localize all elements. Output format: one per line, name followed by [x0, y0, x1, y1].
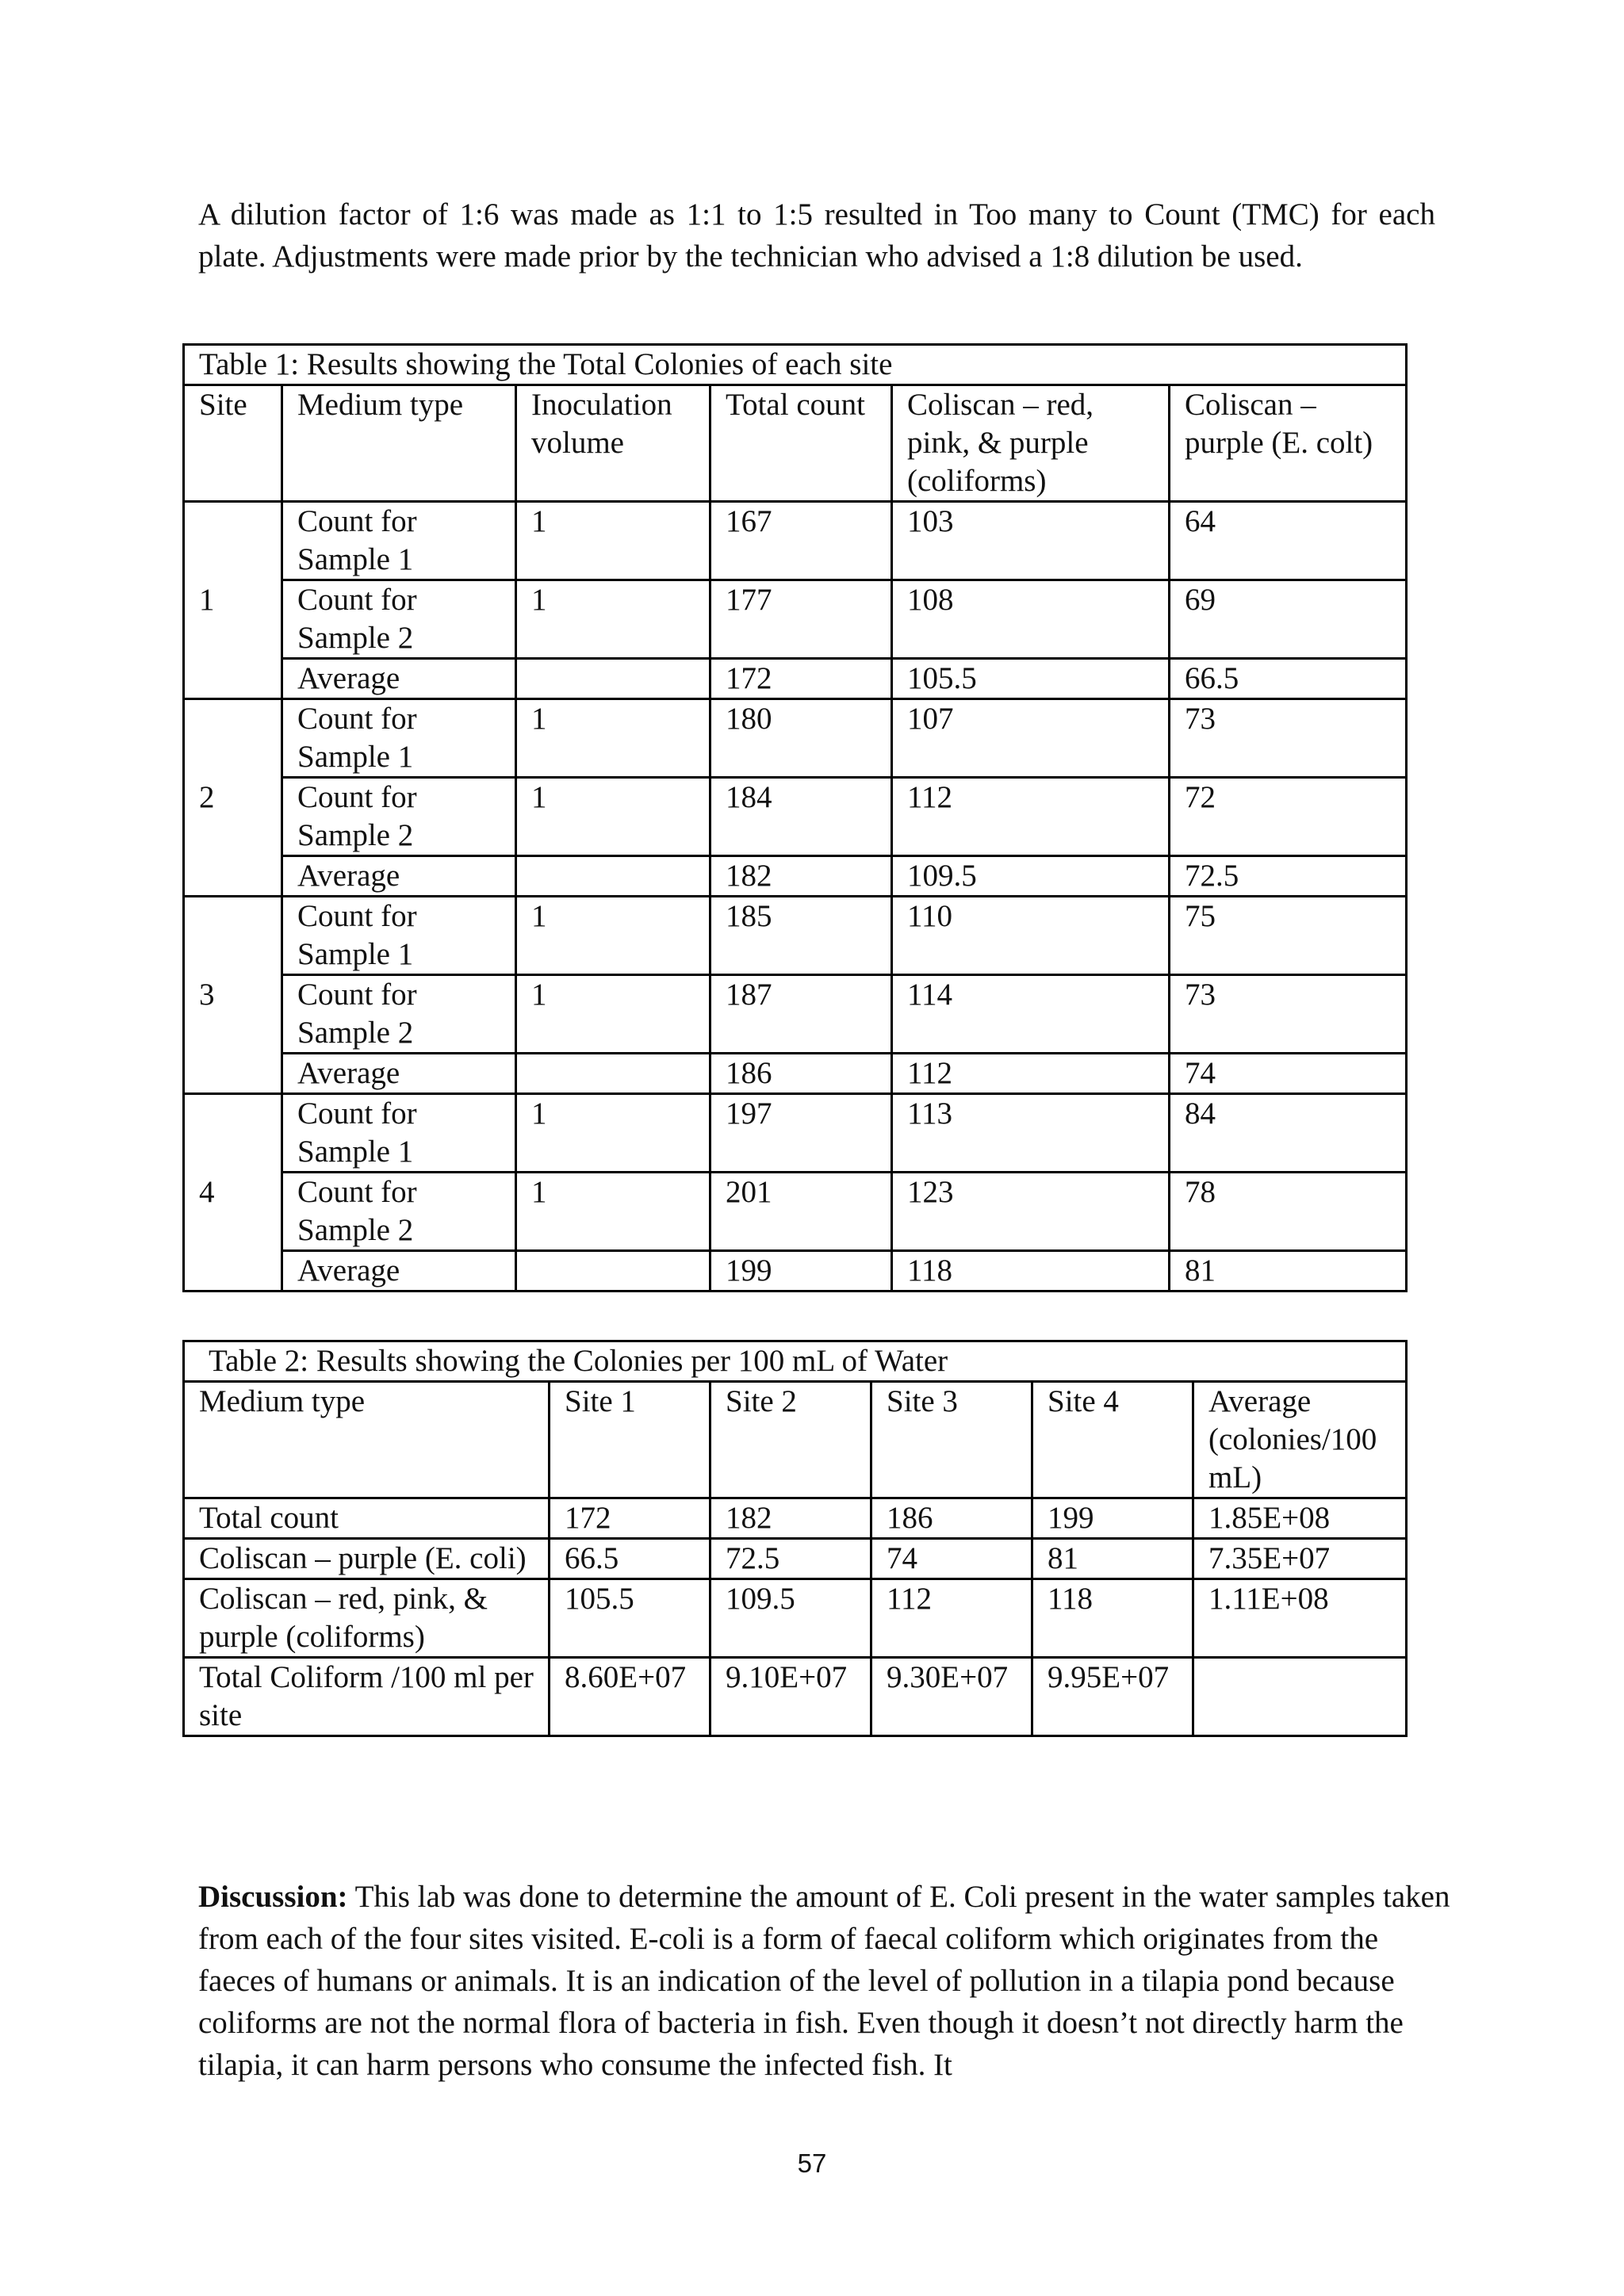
cell-volume: 1: [516, 580, 710, 659]
table1-header-cell: Coliscan – red, pink, & purple (coliforms): [892, 385, 1170, 502]
site-cell: 1: [184, 502, 282, 699]
cell-medium: Count for Sample 2: [282, 975, 516, 1054]
cell-total: 180: [710, 699, 892, 778]
cell-total: 167: [710, 502, 892, 580]
cell-volume: 1: [516, 975, 710, 1054]
cell-ecoli: 73: [1170, 699, 1407, 778]
cell-volume: 1: [516, 699, 710, 778]
cell-medium: Average: [282, 659, 516, 699]
cell-total: 199: [710, 1251, 892, 1292]
value-cell: 1.11E+08: [1193, 1579, 1407, 1658]
cell-volume: 1: [516, 502, 710, 580]
table-row: [184, 502, 1407, 580]
cell-ecoli: 78: [1170, 1173, 1407, 1251]
cell-coliforms: 107: [892, 699, 1170, 778]
cell-ecoli: 72.5: [1170, 856, 1407, 897]
cell-ecoli: 74: [1170, 1054, 1407, 1094]
discussion-label: Discussion:: [198, 1880, 348, 1914]
table-row: [184, 856, 1407, 897]
table2-caption: Table 2: Results showing the Colonies per 100 mL of Water: [184, 1341, 1407, 1382]
table-row: [184, 897, 1407, 975]
value-cell: 72.5: [710, 1539, 871, 1579]
site-cell: 2: [184, 699, 282, 897]
cell-coliforms: 103: [892, 502, 1170, 580]
cell-medium: Average: [282, 1251, 516, 1292]
cell-ecoli: 81: [1170, 1251, 1407, 1292]
value-cell: 118: [1032, 1579, 1193, 1658]
cell-volume: 1: [516, 778, 710, 856]
table1-header-cell: Medium type: [282, 385, 516, 502]
value-cell: 112: [871, 1579, 1032, 1658]
table1-header-cell: Inoculation volume: [516, 385, 710, 502]
cell-ecoli: 84: [1170, 1094, 1407, 1173]
value-cell: [1193, 1658, 1407, 1736]
table-row: [184, 659, 1407, 699]
cell-total: 197: [710, 1094, 892, 1173]
site-cell: 3: [184, 897, 282, 1094]
table2-header-row: [184, 1382, 1407, 1498]
page-number: 57: [797, 2149, 827, 2178]
cell-coliforms: 118: [892, 1251, 1170, 1292]
table-row: [184, 580, 1407, 659]
value-cell: 66.5: [550, 1539, 710, 1579]
value-cell: 9.10E+07: [710, 1658, 871, 1736]
medium-type-cell: Coliscan – red, pink, & purple (coliforms): [184, 1579, 550, 1658]
value-cell: 81: [1032, 1539, 1193, 1579]
cell-medium: Count for Sample 2: [282, 1173, 516, 1251]
cell-total: 182: [710, 856, 892, 897]
cell-volume: 1: [516, 1094, 710, 1173]
cell-total: 187: [710, 975, 892, 1054]
cell-total: 172: [710, 659, 892, 699]
medium-type-cell: Total Coliform /100 ml per site: [184, 1658, 550, 1736]
table-total-colonies: [182, 343, 1408, 1292]
value-cell: 7.35E+07: [1193, 1539, 1407, 1579]
medium-type-cell: Coliscan – purple (E. coli): [184, 1539, 550, 1579]
cell-volume: 1: [516, 897, 710, 975]
cell-volume: 1: [516, 1173, 710, 1251]
cell-medium: Average: [282, 1054, 516, 1094]
table1-header-row: [184, 385, 1407, 502]
cell-medium: Count for Sample 1: [282, 897, 516, 975]
cell-volume: [516, 659, 710, 699]
cell-coliforms: 114: [892, 975, 1170, 1054]
value-cell: 109.5: [710, 1579, 871, 1658]
cell-medium: Count for Sample 2: [282, 778, 516, 856]
table2-header-cell: Medium type: [184, 1382, 550, 1498]
cell-volume: [516, 1251, 710, 1292]
cell-coliforms: 112: [892, 778, 1170, 856]
table-row: [184, 1251, 1407, 1292]
value-cell: 8.60E+07: [550, 1658, 710, 1736]
table2-header-cell: Site 1: [550, 1382, 710, 1498]
cell-medium: Average: [282, 856, 516, 897]
cell-total: 201: [710, 1173, 892, 1251]
intro-paragraph: A dilution factor of 1:6 was made as 1:1 to 1:5 resulted in Too many to Count (TMC) for each plate. Adjustments were made prior by the technician who advised a 1:8 dilution be used.: [198, 197, 1435, 274]
discussion-text: This lab was done to determine the amount of E. Coli present in the water samples taken from each of the four sites visited. E-coli is a form of faecal coliform which originates from the faeces of humans or animals. It is an indication of the level of pollution in a tilapia pond because coliforms are not the normal flora of bacteria in fish. Even though it doesn’t not directly harm the tilapia, it can harm persons who consume the infected fish. It: [198, 1880, 1450, 2082]
table2-header-cell: Site 2: [710, 1382, 871, 1498]
cell-ecoli: 66.5: [1170, 659, 1407, 699]
cell-ecoli: 72: [1170, 778, 1407, 856]
cell-coliforms: 112: [892, 1054, 1170, 1094]
table-row: [184, 1658, 1407, 1736]
cell-coliforms: 108: [892, 580, 1170, 659]
value-cell: 1.85E+08: [1193, 1498, 1407, 1539]
value-cell: 172: [550, 1498, 710, 1539]
table1-caption: Table 1: Results showing the Total Colonies of each site: [184, 345, 1407, 385]
cell-ecoli: 64: [1170, 502, 1407, 580]
table-colonies-per-100ml: [182, 1340, 1408, 1737]
table-row: [184, 1173, 1407, 1251]
site-cell: 4: [184, 1094, 282, 1292]
cell-total: 185: [710, 897, 892, 975]
table-row: [184, 1054, 1407, 1094]
table-row: [184, 778, 1407, 856]
cell-coliforms: 110: [892, 897, 1170, 975]
cell-coliforms: 109.5: [892, 856, 1170, 897]
table1-header-cell: Coliscan – purple (E. colt): [1170, 385, 1407, 502]
table2-header-cell: Average (colonies/100 mL): [1193, 1382, 1407, 1498]
value-cell: 74: [871, 1539, 1032, 1579]
cell-total: 177: [710, 580, 892, 659]
cell-ecoli: 69: [1170, 580, 1407, 659]
table2-header-cell: Site 3: [871, 1382, 1032, 1498]
value-cell: 199: [1032, 1498, 1193, 1539]
value-cell: 9.95E+07: [1032, 1658, 1193, 1736]
table-row: [184, 699, 1407, 778]
cell-coliforms: 113: [892, 1094, 1170, 1173]
discussion-paragraph: [198, 1876, 1451, 2086]
cell-ecoli: 73: [1170, 975, 1407, 1054]
table-row: [184, 1539, 1407, 1579]
medium-type-cell: Total count: [184, 1498, 550, 1539]
cell-total: 186: [710, 1054, 892, 1094]
table-row: [184, 1498, 1407, 1539]
cell-medium: Count for Sample 2: [282, 580, 516, 659]
cell-coliforms: 123: [892, 1173, 1170, 1251]
value-cell: 9.30E+07: [871, 1658, 1032, 1736]
table1-header-cell: Total count: [710, 385, 892, 502]
value-cell: 186: [871, 1498, 1032, 1539]
cell-coliforms: 105.5: [892, 659, 1170, 699]
table-row: [184, 1094, 1407, 1173]
cell-ecoli: 75: [1170, 897, 1407, 975]
table-row: [184, 1579, 1407, 1658]
cell-medium: Count for Sample 1: [282, 1094, 516, 1173]
value-cell: 182: [710, 1498, 871, 1539]
cell-medium: Count for Sample 1: [282, 502, 516, 580]
table-row: [184, 975, 1407, 1054]
cell-total: 184: [710, 778, 892, 856]
table1-header-cell: Site: [184, 385, 282, 502]
cell-medium: Count for Sample 1: [282, 699, 516, 778]
cell-volume: [516, 856, 710, 897]
table2-header-cell: Site 4: [1032, 1382, 1193, 1498]
cell-volume: [516, 1054, 710, 1094]
value-cell: 105.5: [550, 1579, 710, 1658]
